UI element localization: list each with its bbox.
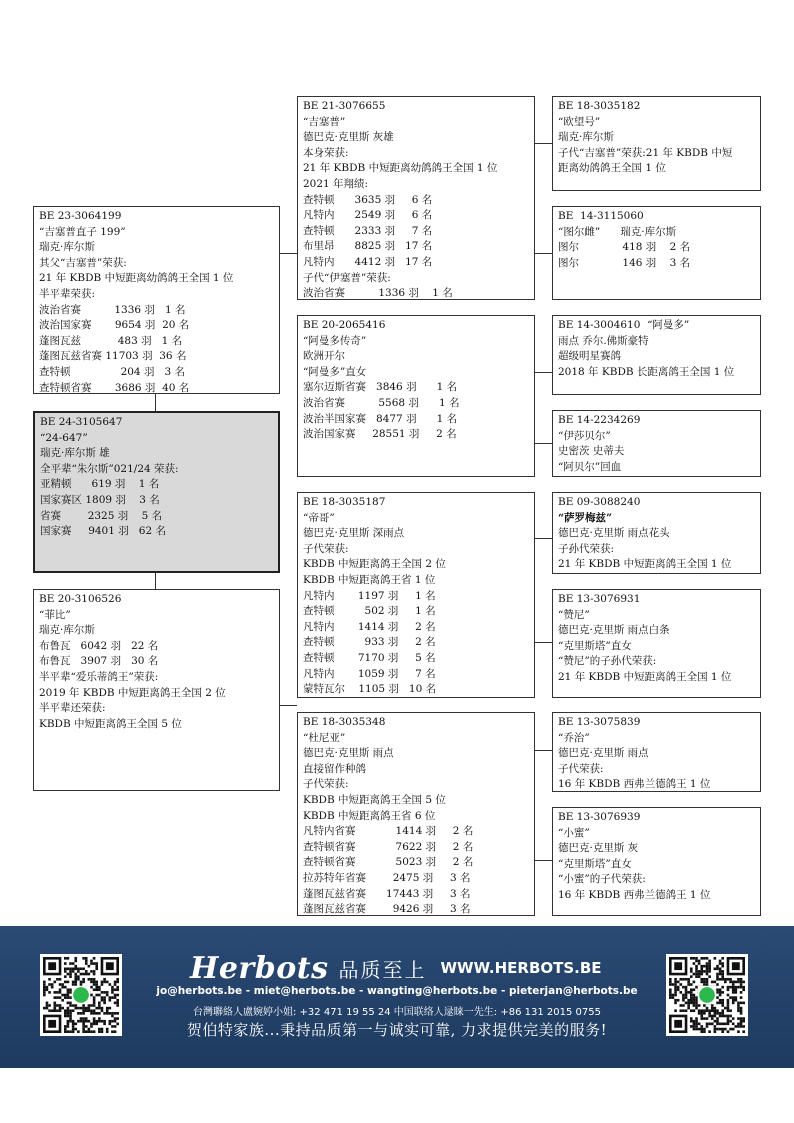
connector-line: [535, 143, 552, 144]
connector-line: [535, 253, 552, 254]
pedigree-line: 查特顿省赛 7622 羽 2 名: [303, 840, 474, 853]
sire-card: [33, 206, 280, 394]
pedigree-line: “伊莎贝尔”: [558, 429, 611, 442]
pedigree-line: KBDB 中短距离鸽王省 6 位: [303, 809, 436, 822]
email-list[interactable]: jo@herbots.be - miet@herbots.be - wangting@herbots.be - pieterjan@herbots.be: [156, 985, 638, 997]
ring-number: BE 13-3076931: [558, 593, 641, 605]
website-link[interactable]: WWW.HERBOTS.BE: [440, 959, 602, 977]
ring-number: BE 14-3004610 “阿曼多”: [558, 319, 690, 331]
pedigree-line: “帝哥”: [303, 511, 335, 524]
pedigree-line: 16 年 KBDB 西弗兰德鸽王 1 位: [558, 778, 711, 791]
pedigree-line: 塞尔迈斯省赛 3846 羽 1 名: [303, 381, 458, 394]
connector-line: [279, 705, 297, 706]
ring-number: BE 18-3035187: [303, 496, 386, 508]
pedigree-line: 波治国家赛 28551 羽 2 名: [303, 428, 457, 441]
pedigree-line: “小蜜”的子代荣获:: [558, 873, 646, 886]
footer-brand-row: [190, 948, 620, 988]
pedigree-line: “吉塞普直子 199”: [39, 225, 126, 238]
pedigree-line: “乔治”: [558, 731, 590, 744]
pedigree-line: KBDB 中短距离鸽王全国 5 位: [303, 793, 446, 806]
pedigree-line: 国家赛区 1809 羽 3 名: [40, 493, 160, 506]
connector-line: [535, 642, 552, 643]
pedigree-line: 查特顿 204 羽 3 名: [39, 365, 185, 378]
connector-line: [155, 573, 156, 589]
pedigree-line: 查特顿 2333 羽 7 名: [303, 224, 433, 237]
pedigree-line: 查特顿 933 羽 2 名: [303, 636, 436, 649]
sire-dam-sire-card: [552, 315, 761, 395]
pedigree-line: 德巴克·克里斯 灰: [558, 842, 639, 855]
connector-line: [535, 372, 552, 373]
pedigree-line: 2018 年 KBDB 长距离鸽王全国 1 位: [558, 365, 735, 378]
pedigree-line: 省赛 2325 羽 5 名: [40, 509, 163, 522]
pedigree-line: 德巴克·克里斯 雨点: [558, 747, 649, 760]
pedigree-line: 蓬图瓦兹省赛 9426 羽 3 名: [303, 903, 471, 916]
ring-number: BE 21-3076655: [303, 100, 386, 112]
pedigree-line: “阿曼多”直女: [303, 365, 367, 378]
pedigree-line: 其父“吉塞普”荣获:: [39, 256, 127, 269]
connector-line: [155, 394, 156, 411]
pedigree-line: 凡特内省赛 1414 羽 2 名: [303, 825, 474, 838]
pedigree-line: 21 年 KBDB 中短距离幼鸽鸽王全国 1 位: [39, 272, 234, 285]
pedigree-line: 21 年 KBDB 中短距离幼鸽鸽王全国 1 位: [303, 162, 498, 175]
pedigree-line: 蒙特瓦尔 1105 羽 10 名: [303, 683, 437, 696]
pedigree-line: 21 年 KBDB 中短距离鸽王全国 1 位: [558, 558, 732, 571]
pedigree-line: 凡特内 4412 羽 17 名: [303, 255, 433, 268]
pedigree-line: 图尔 146 羽 3 名: [558, 256, 691, 269]
ring-number: BE 13-3075839: [558, 716, 641, 728]
pedigree-line: 查特顿 3635 羽 6 名: [303, 193, 433, 206]
pedigree-line: 瑞克·库尔斯: [39, 624, 95, 637]
pedigree-line: 半平辈还荣获:: [39, 702, 106, 715]
dam-sire-dam-card: [552, 589, 761, 698]
pedigree-line: 半平辈“爱乐蒂鸽王”荣获:: [39, 670, 159, 683]
dam-card: [33, 589, 280, 791]
pedigree-line: 波治省赛 5568 羽 1 名: [303, 396, 460, 409]
pedigree-line: 瑞克·库尔斯: [39, 241, 95, 254]
pedigree-line: 波治省赛 1336 羽 1 名: [303, 287, 453, 300]
pedigree-line: 拉苏特年省赛 2475 羽 3 名: [303, 871, 471, 884]
ring-number: BE 14-2234269: [558, 414, 641, 426]
qr-code-right[interactable]: [666, 954, 748, 1036]
pedigree-line: 直接留作种鸽: [303, 762, 366, 775]
pedigree-line: “图尔雌” 瑞克·库尔斯: [558, 225, 677, 238]
pedigree-line: “赞尼”: [558, 608, 590, 621]
brand-slogan: 品质至上: [338, 957, 427, 982]
brand-logo: Herbots: [190, 950, 329, 986]
dam-sire-sire-card: [552, 492, 761, 574]
ring-number: BE 24-3105647: [40, 416, 123, 428]
pedigree-line: 德巴克·克里斯 深雨点: [303, 527, 405, 540]
pedigree-line: 布里昂 8825 羽 17 名: [303, 240, 433, 253]
pedigree-line: 凡特内 1059 羽 7 名: [303, 667, 436, 680]
ring-number: BE 18-3035348: [303, 716, 386, 728]
pedigree-line: 德巴克·克里斯 雨点: [303, 747, 394, 760]
pedigree-line: “阿贝尔”回血: [558, 460, 622, 473]
connector-line: [535, 443, 552, 444]
qr-code-left[interactable]: [40, 954, 122, 1036]
sire-sire-dam-card: [552, 206, 761, 300]
dam-dam-card: [297, 712, 535, 916]
pedigree-line: 凡特内 1197 羽 1 名: [303, 589, 436, 602]
sire-sire-sire-card: [552, 96, 761, 191]
connector-line: [535, 860, 552, 861]
dam-dam-sire-card: [552, 712, 761, 792]
pedigree-line: 2019 年 KBDB 中短距离鸽王全国 2 位: [39, 686, 226, 699]
pedigree-line: 查特顿 502 羽 1 名: [303, 605, 436, 618]
pedigree-line: “24-647”: [40, 431, 88, 444]
subject-pigeon-card: [33, 411, 280, 573]
pedigree-line: 蓬图瓦兹省赛 17443 羽 3 名: [303, 887, 471, 900]
pedigree-line: 图尔 418 羽 2 名: [558, 241, 691, 254]
pedigree-line: 亚精顿 619 羽 1 名: [40, 478, 160, 491]
pedigree-line: “萨罗梅兹”: [558, 511, 613, 524]
pedigree-line: 查特顿省赛 5023 羽 2 名: [303, 856, 474, 869]
sire-dam-dam-card: [552, 410, 761, 477]
pedigree-line: 全平辈“朱尔斯”021/24 荣获:: [40, 462, 179, 475]
pedigree-line: 欧洲开尔: [303, 350, 345, 363]
pedigree-line: “克里斯塔”直女: [558, 639, 632, 652]
pedigree-line: “杜尼亚”: [303, 731, 346, 744]
pedigree-line: 子孙代荣获:: [558, 542, 615, 555]
pedigree-line: 16 年 KBDB 西弗兰德鸽王 1 位: [558, 888, 711, 901]
ring-number: BE 14-3115060: [558, 210, 644, 222]
ring-number: BE 23-3064199: [39, 210, 122, 222]
pedigree-line: 波治半国家赛 8477 羽 1 名: [303, 412, 458, 425]
connector-line: [279, 253, 297, 254]
pedigree-line: 布鲁瓦 3907 羽 30 名: [39, 655, 159, 668]
pedigree-line: 雨点 乔尔.佛斯豪特: [558, 334, 649, 347]
pedigree-line: “克里斯塔”直女: [558, 857, 632, 870]
connector-line: [535, 538, 552, 539]
pedigree-line: 本身荣获:: [303, 146, 349, 159]
pedigree-line: 波治国家赛 9654 羽 20 名: [39, 319, 190, 332]
dam-sire-card: [297, 492, 535, 698]
connector-line: [535, 750, 552, 751]
pedigree-line: “阿曼多传奇”: [303, 334, 367, 347]
pedigree-line: 德巴克·克里斯 灰雄: [303, 131, 394, 144]
pedigree-line: 德巴克·克里斯 雨点白条: [558, 624, 670, 637]
pedigree-line: KBDB 中短距离鸽王全国 2 位: [303, 558, 446, 571]
pedigree-line: 德巴克·克里斯 雨点花头: [558, 527, 670, 540]
pedigree-line: 查特顿省赛 3686 羽 40 名: [39, 381, 190, 394]
pedigree-line: 子代“伊塞普”荣获:: [303, 271, 391, 284]
pedigree-line: 距离幼鸽鸽王全国 1 位: [558, 162, 666, 175]
pedigree-line: “小蜜”: [558, 826, 590, 839]
pedigree-line: 布鲁瓦 6042 羽 22 名: [39, 639, 159, 652]
line-app-icon: [73, 987, 89, 1003]
ring-number: BE 09-3088240: [558, 496, 641, 508]
pedigree-line: 子代荣获:: [303, 778, 349, 791]
pedigree-line: “吉塞普”: [303, 115, 346, 128]
qr-pattern: [43, 957, 119, 1033]
ring-number: BE 20-2065416: [303, 319, 386, 331]
contact-phones: 台灣聯絡人盧婉婷小姐: +32 471 19 55 24 中国联络人逯睐一先生: +86 131 2015 0755: [193, 1007, 601, 1018]
pedigree-line: “菲比”: [39, 608, 71, 621]
pedigree-line: 波治省赛 1336 羽 1 名: [39, 303, 186, 316]
sire-dam-card: [297, 315, 535, 477]
pedigree-line: 子代荣获:: [303, 542, 349, 555]
pedigree-line: 凡特内 2549 羽 6 名: [303, 209, 433, 222]
pedigree-line: KBDB 中短距离鸽王省 1 位: [303, 573, 436, 586]
pedigree-line: 半平辈荣获:: [39, 287, 96, 300]
dam-dam-dam-card: [552, 807, 761, 916]
pedigree-line: 21 年 KBDB 中短距离鸽王全国 1 位: [558, 670, 732, 683]
pedigree-line: 瑞克·库尔斯: [558, 131, 614, 144]
pedigree-line: 史密茨 史蒂夫: [558, 445, 625, 458]
pedigree-line: 蓬图瓦兹 483 羽 1 名: [39, 334, 183, 347]
sire-sire-card: [297, 96, 535, 300]
pedigree-line: 子代“吉塞普”荣获:21 年 KBDB 中短: [558, 146, 733, 159]
pedigree-line: 超级明星赛鸽: [558, 350, 621, 363]
company-motto: 贺伯特家族...秉持品质第一与诚实可靠, 力求提供完美的服务!: [186, 1021, 608, 1039]
ring-number: BE 18-3035182: [558, 100, 641, 112]
pedigree-line: 国家赛 9401 羽 62 名: [40, 525, 166, 538]
pedigree-line: 2021 年翔绩:: [303, 177, 369, 190]
ring-number: BE 20-3106526: [39, 593, 122, 605]
pedigree-line: KBDB 中短距离鸽王全国 5 位: [39, 717, 182, 730]
ring-number: BE 13-3076939: [558, 811, 641, 823]
pedigree-line: “欧望号”: [558, 115, 601, 128]
pedigree-line: 蓬图瓦兹省赛 11703 羽 36 名: [39, 350, 187, 363]
pedigree-line: “赞尼”的子孙代荣获:: [558, 655, 657, 668]
qr-pattern: [669, 957, 745, 1033]
pedigree-line: 查特顿 7170 羽 5 名: [303, 651, 436, 664]
pedigree-line: 子代荣获:: [558, 762, 604, 775]
wechat-icon: [699, 987, 715, 1003]
pedigree-line: 凡特内 1414 羽 2 名: [303, 620, 436, 633]
pedigree-line: 瑞克·库尔斯 雄: [40, 447, 110, 460]
